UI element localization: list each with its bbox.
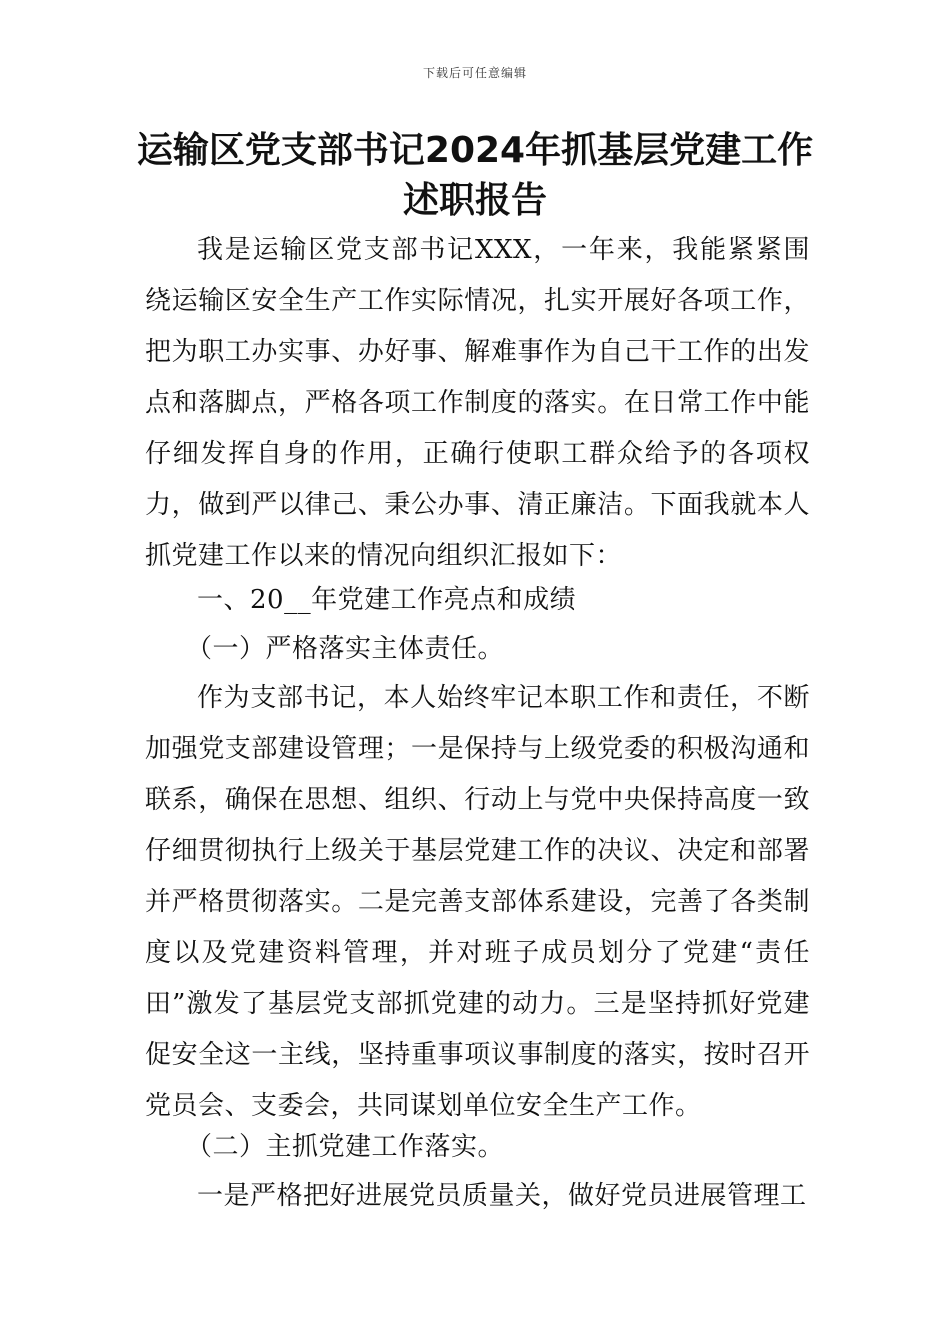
subsection-2-paragraph: 一是严格把好进展党员质量关，做好党员进展管理工: [197, 1181, 807, 1211]
subsection-heading-1: （一）严格落实主体责任。: [186, 634, 505, 664]
document-title: 运输区党支部书记2024年抓基层党建工作述职报告: [136, 130, 814, 221]
subsection-1-paragraph: 作为支部书记，本人始终牢记本职工作和责任，不断加强党支部建设管理；一是保持与上级党委的积极沟通和联系，确保在思想、组织、行动上与党中央保持高度一致仔细贯彻执行上级关于基层党建工作的决议、决定和部署并严格贯彻落实。二是完善支部体系建设，完善了各类制度以及党建资料管理，并对班子成员划分了党建“责任田”激发了基层党支部抓党建的动力。三是坚持抓好党建促安全这一主线，坚持重事项议事制度的落实，按时召开党员会、支委会，共同谋划单位安全生产工作。: [145, 683, 810, 1121]
section-heading-1: 一、20__年党建工作亮点和成绩: [197, 585, 577, 615]
subsection-heading-2: （二）主抓党建工作落实。: [186, 1132, 505, 1162]
header-note: 下载后可任意编辑: [422, 66, 527, 80]
intro-paragraph: 我是运输区党支部书记XXX，一年来，我能紧紧围绕运输区安全生产工作实际情况，扎实开展好各项工作，把为职工办实事、办好事、解难事作为自己干工作的出发点和落脚点，严格各项工作制度的落实。在日常工作中能仔细发挥自身的作用，正确行使职工群众给予的各项权力，做到严以律己、秉公办事、清正廉洁。下面我就本人抓党建工作以来的情况向组织汇报如下：: [145, 235, 810, 571]
